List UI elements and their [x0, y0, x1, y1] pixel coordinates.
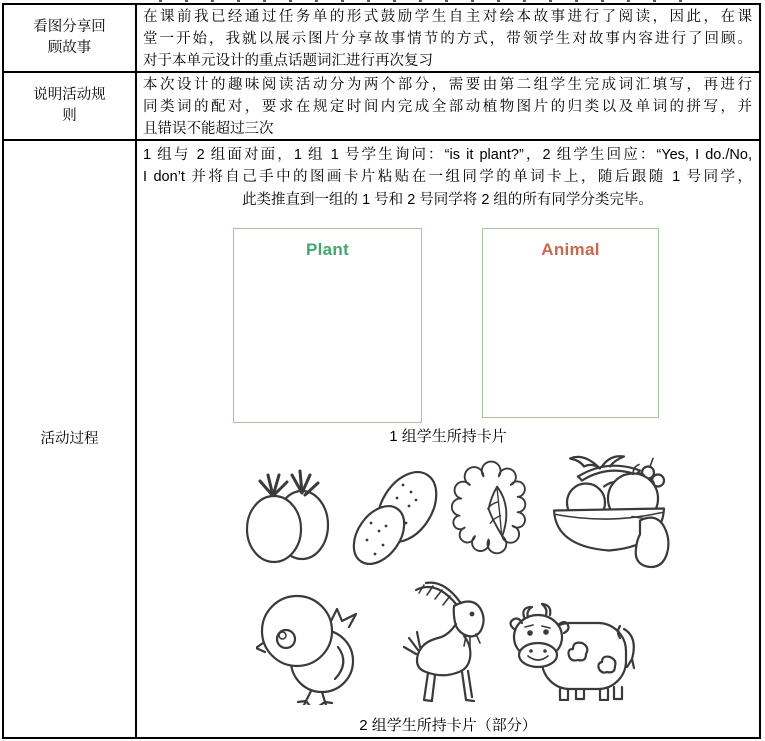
- row-label-rules: [4, 73, 137, 139]
- row-label-line: 顾故事: [47, 40, 92, 56]
- cropped-row-remnant: [152, 0, 697, 2]
- paragraph-line: 此类推直到一组的 1 号和 2 号同学将 2 组的所有同学分类完毕。: [242, 191, 653, 208]
- cabbage-icon: [451, 454, 533, 567]
- paragraph-line: 1 组与 2 组面对面，1 组 1 号学生询问：“is it plant?”，2 组学生回应：“Yes, I do./No,: [143, 147, 752, 163]
- paragraph-line: 堂一开始，我就以展示图片分享故事情节的方式，带领学生对故事内容进行了回顾。: [143, 31, 752, 48]
- row-label-process: [4, 141, 137, 737]
- plant-card: [233, 228, 422, 423]
- paragraph-line: I don’t 并将自己手中的图画卡片粘贴在一组同学的单词卡上，随后跟随 1 号同学，: [143, 169, 752, 186]
- animal-card-label: Animal: [541, 240, 600, 259]
- goat-icon: [398, 576, 493, 707]
- row-label-line: 活动过程: [40, 430, 99, 447]
- table-row-process: [4, 141, 759, 737]
- paragraph-line: 对于本单元设计的重点话题词汇进行再次复习: [143, 53, 433, 70]
- table-row-rules: [4, 73, 759, 141]
- row-label-review: [4, 5, 137, 71]
- process-paragraph: [143, 144, 752, 211]
- table-row-review: [4, 5, 759, 73]
- potatoes-icon: [345, 465, 445, 573]
- cow-icon: [508, 599, 635, 701]
- row-content-review: [137, 5, 759, 71]
- paragraph-line: 同类词的配对，要求在规定时间内完成全部动植物图片的归类以及单词的拼写，并: [143, 99, 752, 116]
- row-content-process: [137, 141, 759, 737]
- row-label-line: 则: [62, 108, 77, 124]
- fruit-basket-icon: [548, 450, 670, 575]
- plant-card-label: Plant: [305, 240, 350, 259]
- animal-card: [482, 228, 659, 418]
- paragraph-line: 且错误不能超过三次: [143, 121, 274, 138]
- chick-icon: [256, 581, 362, 705]
- row-label-line: 看图分享回: [33, 19, 106, 35]
- lesson-plan-table: [2, 3, 761, 739]
- group1-caption: 1 组学生所持卡片: [389, 428, 507, 445]
- paragraph-line: 在课前我已经通过任务单的形式鼓励学生自主对绘本故事进行了阅读，因此，在课: [143, 9, 752, 25]
- row-label-line: 说明活动规: [33, 87, 106, 103]
- tomatoes-icon: [243, 459, 331, 574]
- paragraph-line: 本次设计的趣味阅读活动分为两个部分，需要由第二组学生完成词汇填写，再进行: [143, 77, 752, 93]
- row-content-rules: [137, 73, 759, 139]
- group2-caption: 2 组学生所持卡片（部分）: [359, 717, 537, 734]
